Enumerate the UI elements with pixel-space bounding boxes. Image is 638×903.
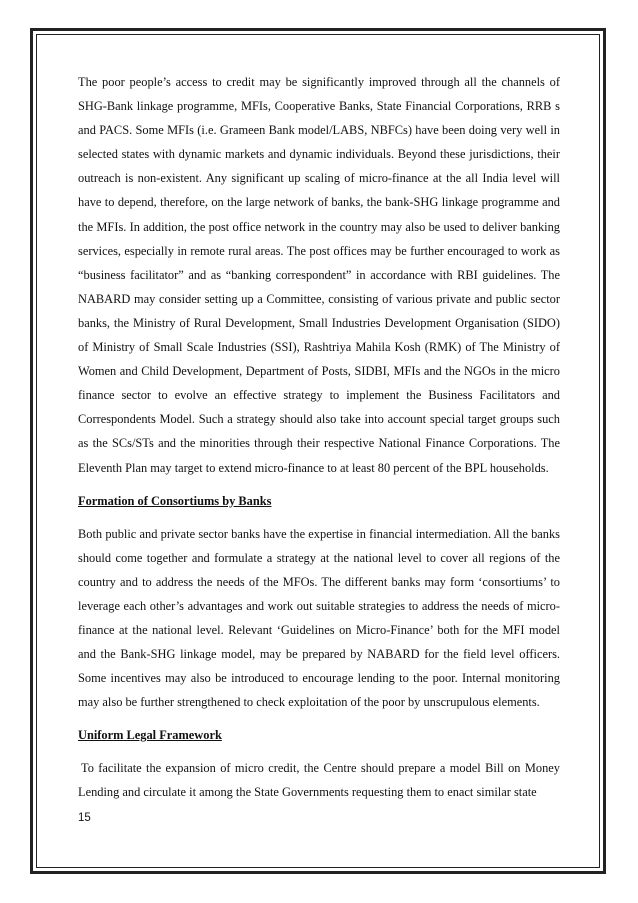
paragraph-legal-framework: To facilitate the expansion of micro credit, the Centre should prepare a model Bill on Money Lending and circulate it among the State Governments requesting them to enact similar state (78, 761, 560, 800)
page-number: 15 (78, 812, 91, 824)
heading-consortiums: Formation of Consortiums by Banks (78, 493, 272, 508)
heading-legal-framework: Uniform Legal Framework (78, 728, 222, 743)
paragraph-consortiums: Both public and private sector banks have the expertise in financial intermediation. All the banks should come together and formulate a strategy at the national level to cover all regions of the country and to address the needs of the MFOs. The different banks may form ‘consortiums’ to leverage each other’s advantages and work out suitable strategies to address the needs of micro-finance at the national level. Relevant ‘Guidelines on Micro-Finance’ both for the MFI model and the Bank-SHG linkage model, may be prepared by NABARD for the field level officers. Some incentives may also be introduced to encourage lending to the poor. Internal monitoring may also be further strengthened to check exploitation of the poor by unscrupulous elements. (78, 526, 560, 710)
paragraph-credit-access: The poor people’s access to credit may be significantly improved through all the channels of SHG-Bank linkage programme, MFIs, Cooperative Banks, State Financial Corporations, RRB s and PACS. Some MFIs (i.e. Grameen Bank model/LABS, NBFCs) have been doing very well in selected states with dynamic markets and dynamic individuals. Beyond these jurisdictions, their outreach is non-existent. Any significant up scaling of micro-finance at the all India level will have to depend, therefore, on the large network of banks, the bank-SHG linkage programme and the MFIs. In addition, the post office network in the country may also be used to deliver banking services, especially in remote rural areas. The post offices may be further encouraged to work as “business facilitator” and as “banking correspondent” in accordance with RBI guidelines. The NABARD may consider setting up a Committee, consisting of various private and public sector banks, the Ministry of Rural Development, Small Industries Development Organisation (SIDO) of Ministry of Small Scale Industries (SSI), Rashtriya Mahila Kosh (RMK) of The Ministry of Women and Child Development, Department of Posts, SIDBI, MFIs and the NGOs in the micro finance sector to evolve an effective strategy to implement the Business Facilitators and Correspondents Model. Such a strategy should also take into account special target groups such as the SCs/STs and the minorities through their respective National Finance Corporations. The Eleventh Plan may target to extend micro-finance to at least 80 percent of the BPL households. (78, 75, 560, 475)
document-body (78, 70, 560, 805)
